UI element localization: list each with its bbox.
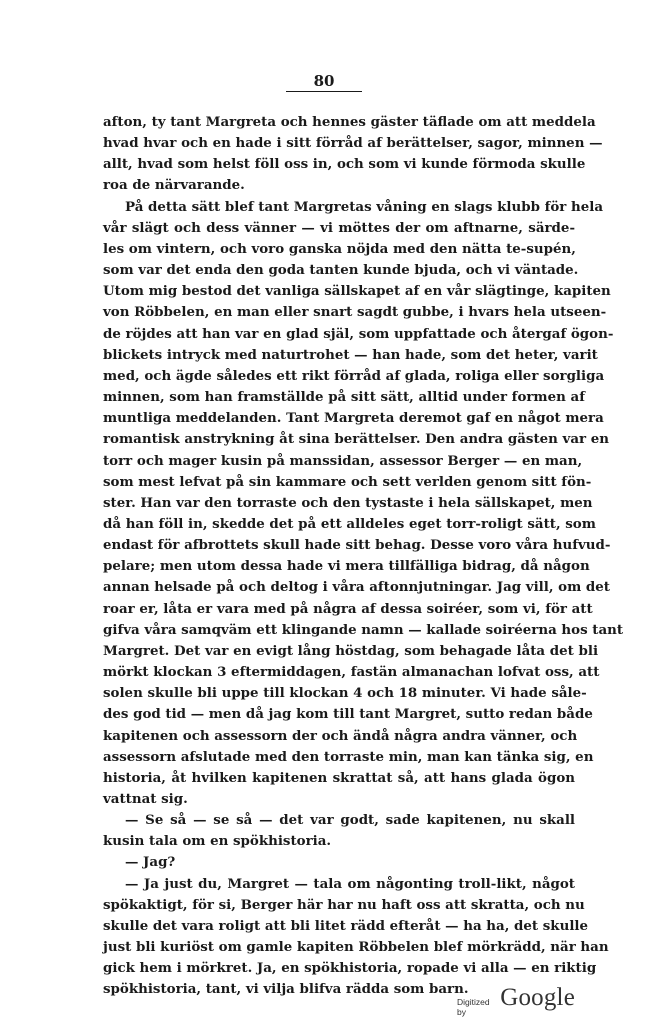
text-line: — Jag? [125,854,176,871]
text-line: skulle det vara roligt att bli litet rädd efteråt — ha ha, det skulle [103,917,589,934]
text-line: von Röbbelen, en man eller snart sagdt gubbe, i hvars hela utseen- [103,304,607,321]
text-line: de röjdes att han var en glad själ, som uppfattade och återgaf ögon- [103,325,614,342]
text-line: Utom mig bestod det vanliga sällskapet af en vår slägtinge, kapiten [103,283,611,300]
text-line: gifva våra samqväm ett klingande namn — kallade soiréerna hos tant [103,621,624,638]
text-line: ster. Han var den torraste och den tystaste i hela sällskapet, men [103,494,593,511]
text-line: med, och ägde således ett rikt förråd af glada, roliga eller sorgliga [103,367,605,384]
text-line: muntliga meddelanden. Tant Margreta deremot gaf en något mera [103,410,604,427]
text-line: endast för afbrottets skull hade sitt behag. Desse voro våra hufvud- [103,537,611,554]
text-line: les om vintern, och voro ganska nöjda med den nätta te-supén, [103,240,576,257]
text-line: vår slägt och dess vänner — vi möttes der om aftnarne, särde- [103,219,575,236]
text-line: kusin tala om en spökhistoria. [103,833,332,850]
text-line: då han föll in, skedde det på ett alldeles eget torr-roligt sätt, som [103,515,596,532]
text-line: minnen, som han framställde på sitt sätt, alltid under formen af [103,389,585,406]
text-line: gick hem i mörkret. Ja, en spökhistoria, ropade vi alla — en riktig [103,960,597,977]
text-line: roar er, låta er vara med på några af dessa soiréer, som vi, för att [103,600,593,617]
text-line: torr och mager kusin på manssidan, assessor Berger — en man, [103,452,583,469]
text-line: — Se så — se så — det var godt, sade kapitenen, nu skall [125,812,575,829]
text-line: assessorn afslutade med den torraste min, man kan tänka sig, en [103,748,594,765]
text-line: som mest lefvat på sin kammare och sett verlden genom sitt fön- [103,473,592,490]
text-line: mörkt klockan 3 eftermiddagen, fastän almanachan lofvat oss, att [103,664,600,681]
text-line: Margret. Det var en evigt lång höstdag, som behagade låta det bli [103,642,599,659]
text-line: afton, ty tant Margreta och hennes gäster täflade om att meddela [103,114,596,130]
digitized-by-google-watermark [457,984,575,1017]
header-rule [286,91,362,92]
text-line: just bli kuriöst om gamle kapiten Röbbelen blef mörkrädd, när han [103,939,609,956]
body-text [103,112,624,1001]
text-line: allt, hvad som helst föll oss in, och som vi kunde förmoda skulle [103,156,586,173]
text-line: annan helsade på och deltog i våra aftonnjutningar. Jag vill, om det [103,579,610,596]
text-line: roa de närvarande. [103,177,245,194]
page-number: 80 [313,72,335,90]
google-logo: Google [500,984,575,1011]
text-line: hvad hvar och en hade i sitt förråd af berättelser, sagor, minnen — [103,135,603,152]
text-line: spökaktigt, för si, Berger här har nu haft oss att skratta, och nu [103,896,585,913]
text-line: spökhistoria, tant, vi vilja blifva rädda som barn. [103,981,469,998]
digitized-by-label: Digitized by [457,997,490,1017]
text-line: På detta sätt blef tant Margretas våning en slags klubb för hela [125,198,604,215]
text-line: blickets intryck med naturtrohet — han hade, som det heter, varit [103,346,598,363]
text-line: romantisk anstrykning åt sina berättelser. Den andra gästen var en [103,431,609,448]
text-line: pelare; men utom dessa hade vi mera tillfälliga bidrag, då någon [103,558,590,575]
text-line: som var det enda den goda tanten kunde bjuda, och vi väntade. [103,262,579,279]
text-line: solen skulle bli uppe till klockan 4 och 18 minuter. Vi hade såle- [103,685,587,702]
text-line: des god tid — men då jag kom till tant Margret, sutto redan både [103,706,593,723]
text-line: historia, åt hvilken kapitenen skrattat så, att hans glada ögon [103,769,575,786]
text-line: kapitenen och assessorn der och ändå några andra vänner, och [103,727,578,744]
text-line: vattnat sig. [103,791,188,807]
text-line: — Ja just du, Margret — tala om någonting troll-likt, något [125,875,575,892]
